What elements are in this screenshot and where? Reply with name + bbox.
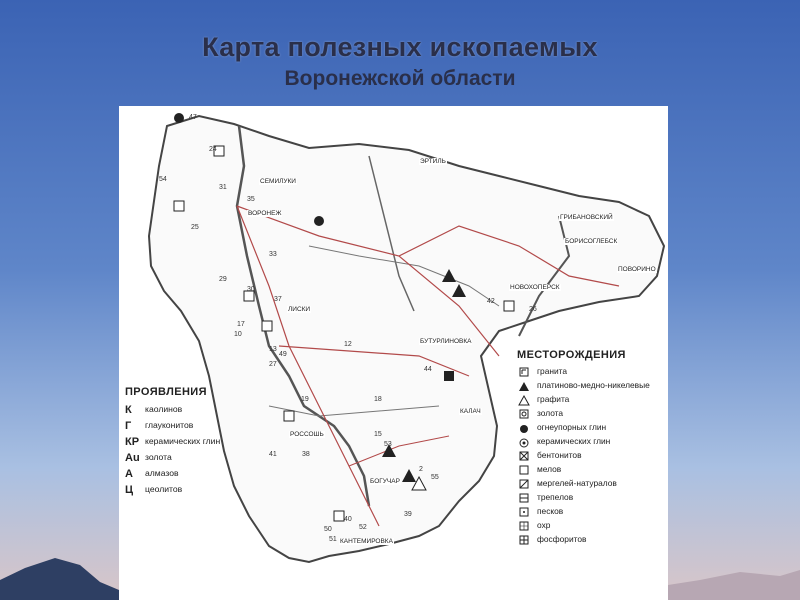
deposit-number: 52 <box>359 524 367 531</box>
legend-code: КР <box>125 436 140 448</box>
map-panel <box>119 106 668 600</box>
legend-code: Г <box>125 420 132 432</box>
legend-label: гранита <box>537 366 568 376</box>
legend-code: К <box>125 404 132 416</box>
deposit-number: 42 <box>487 298 495 305</box>
legend-item <box>517 465 665 476</box>
legend-item <box>517 507 665 518</box>
map-label-kantemirovka: КАНТЕМИРОВКА <box>340 538 393 545</box>
deposit-marker <box>174 113 184 123</box>
deposit-number: 17 <box>237 321 245 328</box>
deposit-number: 44 <box>424 366 432 373</box>
deposit-number: 29 <box>219 276 227 283</box>
map-label-povorino: ПОВОРИНО <box>618 266 656 273</box>
filled-triangle-icon <box>517 381 537 392</box>
legend-code: А <box>125 468 133 480</box>
map-label-rossosh: РОССОШЬ <box>290 431 324 438</box>
map-label-novokhopersk: НОВОХОПЕРСК <box>510 284 560 291</box>
legend-label: охр <box>537 520 551 530</box>
deposit-number: 2 <box>419 466 423 473</box>
deposit-number: 47 <box>189 114 197 121</box>
deposit-number: 12 <box>344 341 352 348</box>
map-label-boguchar: БОГУЧАР <box>370 478 400 485</box>
deposit-number: 18 <box>374 396 382 403</box>
legend-item <box>517 437 665 448</box>
legend-item <box>125 404 245 416</box>
legend-item <box>517 395 665 406</box>
deposit-number: 50 <box>324 526 332 533</box>
legend-item <box>125 484 245 496</box>
deposit-number: 54 <box>159 176 167 183</box>
deposit-number: 35 <box>247 196 255 203</box>
phosphorite-icon <box>517 535 537 546</box>
ceramic-clay-icon <box>517 437 537 448</box>
deposit-number: 55 <box>431 474 439 481</box>
granite-icon <box>517 367 537 378</box>
deposit-number: 26 <box>529 306 537 313</box>
legend-label: фосфоритов <box>537 534 587 544</box>
legend-item <box>517 381 665 392</box>
deposit-number: 30 <box>247 286 255 293</box>
refractory-clay-icon <box>517 423 537 434</box>
legend-label: золота <box>537 408 564 418</box>
legend-code: Au <box>125 452 140 464</box>
deposit-number: 10 <box>234 331 242 338</box>
map-label-kalach: КАЛАЧ <box>460 408 481 415</box>
deposit-number: 15 <box>374 431 382 438</box>
page-title: Карта полезных ископаемых <box>202 32 598 62</box>
legend-code: Ц <box>125 484 134 496</box>
title-block <box>0 32 800 91</box>
deposit-number: 39 <box>404 511 412 518</box>
legend-label: каолинов <box>145 404 183 414</box>
deposit-number: 37 <box>274 296 282 303</box>
bentonite-icon <box>517 451 537 462</box>
page-subtitle: Воронежской области <box>284 67 516 90</box>
legend-label: графита <box>537 394 570 404</box>
deposit-number: 19 <box>301 396 309 403</box>
ochre-icon <box>517 521 537 532</box>
deposit-number: 41 <box>269 451 277 458</box>
tripoli-icon <box>517 493 537 504</box>
deposit-marker <box>314 216 324 226</box>
outline-triangle-icon <box>517 395 537 406</box>
legend-item <box>517 451 665 462</box>
deposit-number: 13 <box>269 346 277 353</box>
deposit-marker <box>284 411 294 421</box>
map-label-voronezh: ВОРОНЕЖ <box>248 210 282 217</box>
deposit-marker <box>262 321 272 331</box>
deposit-number: 38 <box>302 451 310 458</box>
sand-icon <box>517 507 537 518</box>
legend-label: керамических глин <box>537 436 611 446</box>
legend-label: керамических глин <box>145 436 221 446</box>
legend-item <box>125 436 245 448</box>
marl-icon <box>517 479 537 490</box>
legend-label: глауконитов <box>145 420 194 430</box>
legend-label: платиново-медно-никелевые <box>537 380 650 390</box>
deposits-legend <box>517 349 665 549</box>
deposit-number: 24 <box>209 146 217 153</box>
map-label-gribanovsky: ГРИБАНОВСКИЙ <box>560 214 613 221</box>
legend-label: мергелей-натуралов <box>537 478 617 488</box>
map-label-semiluki: СЕМИЛУКИ <box>260 178 296 185</box>
legend-item <box>517 409 665 420</box>
occurrences-legend <box>125 386 245 500</box>
map-label-liski: ЛИСКИ <box>288 306 311 313</box>
legend-label: цеолитов <box>145 484 183 494</box>
legend-label: песков <box>537 506 564 516</box>
map-label-buturlinovka: БУТУРЛИНОВКА <box>420 338 472 345</box>
legend-item <box>517 535 665 546</box>
map-label-ertil: ЭРТИЛЬ <box>420 158 446 165</box>
deposit-number: 51 <box>329 536 337 543</box>
legend-label: трепелов <box>537 492 574 502</box>
deposit-marker <box>174 201 184 211</box>
deposit-number: 25 <box>191 224 199 231</box>
deposit-number: 49 <box>279 351 287 358</box>
legend-label: мелов <box>537 464 562 474</box>
legend-item <box>517 423 665 434</box>
legend-item <box>125 468 245 480</box>
gold-icon <box>517 409 537 420</box>
deposit-marker <box>444 371 454 381</box>
deposit-number: 53 <box>384 441 392 448</box>
deposits-legend-title: МЕСТОРОЖДЕНИЯ <box>517 349 626 361</box>
deposit-number: 31 <box>219 184 227 191</box>
legend-item <box>517 367 665 378</box>
deposit-marker <box>504 301 514 311</box>
deposit-marker <box>334 511 344 521</box>
map-label-borisoglebsk: БОРИСОГЛЕБСК <box>565 238 618 245</box>
occurrences-legend-title: ПРОЯВЛЕНИЯ <box>125 386 207 398</box>
legend-item <box>125 452 245 464</box>
legend-label: золота <box>145 452 172 462</box>
legend-label: бентонитов <box>537 450 582 460</box>
legend-item <box>517 493 665 504</box>
deposit-number: 33 <box>269 251 277 258</box>
legend-item <box>125 420 245 432</box>
legend-label: огнеупорных глин <box>537 422 607 432</box>
chalk-icon <box>517 465 537 476</box>
deposit-number: 27 <box>269 361 277 368</box>
legend-label: алмазов <box>145 468 179 478</box>
legend-item <box>517 521 665 532</box>
legend-item <box>517 479 665 490</box>
deposit-number: 40 <box>344 516 352 523</box>
